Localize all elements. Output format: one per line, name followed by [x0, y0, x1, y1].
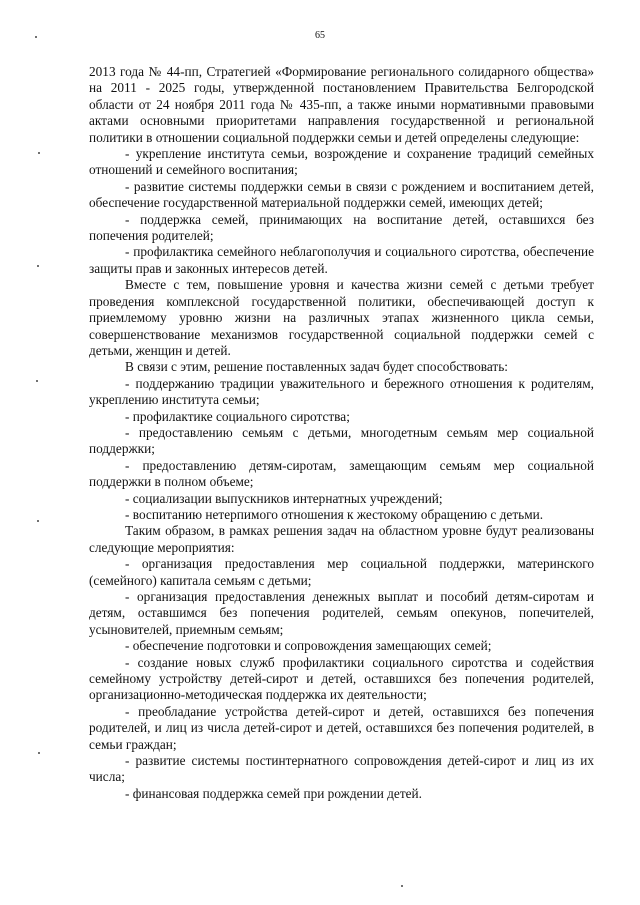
scan-speck: [38, 152, 40, 154]
list-item: - обеспечение подготовки и сопровождения замещающих семей;: [125, 638, 492, 654]
list-item: - создание новых служб профилактики социального сиротства и содействия семейному устройству детей-сирот и детей, оставшихся без попечения родителей, организационно-методическая поддержка их деятельности;: [89, 654, 594, 703]
list-item: - преобладание устройства детей-сирот и детей, оставшихся без попечения родителей, и лиц из числа детей-сирот и детей, оставшихся без попечения родителей, в семьи граждан;: [89, 703, 594, 752]
list-item: - профилактика семейного неблагополучия и социального сиротства, обеспечение защиты прав и законных интересов детей.: [89, 244, 594, 276]
paragraph: Таким образом, в рамках решения задач на областном уровне будут реализованы следующие мероприятия:: [89, 523, 594, 555]
list-item: - развитие системы поддержки семьи в связи с рождением и воспитанием детей, обеспечение государственной материальной поддержки семей, имеющих детей;: [89, 178, 594, 211]
list-item: - организация предоставления денежных выплат и пособий детям-сиротам и детям, оставшимся без попечения родителей, семьям опекунов, попечителей, усыновителей, приемным семьям;: [89, 589, 594, 637]
list-item: - финансовая поддержка семей при рождении детей.: [125, 785, 422, 801]
scan-speck: [35, 36, 37, 38]
list-item: - предоставлению детям-сиротам, замещающим семьям мер социальной поддержки в полном объеме;: [89, 457, 594, 490]
page-number: 65: [315, 30, 325, 41]
document-body: [89, 64, 594, 802]
scan-speck: [38, 752, 40, 754]
list-item: - организация предоставления мер социальной поддержки, материнского (семейного) капитала семьям с детьми;: [89, 556, 594, 588]
list-item: - воспитанию нетерпимого отношения к жестокому обращению с детьми.: [125, 506, 544, 522]
list-item: - социализации выпускников интернатных учреждений;: [125, 490, 443, 506]
intro-paragraph: 2013 года № 44-пп, Стратегией «Формирование регионального солидарного общества» на 2011 - 2025 годы, утвержденной постановлением Правительства Белгородской области от 24 ноября 2011 года № 435-пп, а также иными нормативными правовыми актами основными приоритетами направления государственной и региональной политики в отношении социальной поддержки семьи и детей определены следующие:: [89, 64, 594, 145]
list-item: - развитие системы постинтернатного сопровождения детей-сирот и лиц из их числа;: [89, 753, 594, 785]
scan-speck: [36, 380, 38, 382]
list-item: - поддержка семей, принимающих на воспитание детей, оставшихся без попечения родителей;: [89, 211, 594, 244]
scan-speck: [37, 265, 39, 267]
paragraph: Вместе с тем, повышение уровня и качества жизни семей с детьми требует проведения комплексной государственной политики, обеспечивающей доступ к приемлемому уровню жизни на различных этапах жизненного цикла семьи, совершенствование механизмов государственной социальной поддержки семей с детьми, женщин и детей.: [89, 277, 594, 358]
scan-speck: [401, 885, 403, 887]
list-item: - профилактике социального сиротства;: [125, 408, 350, 424]
list-item: - поддержанию традиции уважительного и бережного отношения к родителям, укреплению института семьи;: [89, 375, 594, 408]
list-item: - предоставлению семьям с детьми, многодетным семьям мер социальной поддержки;: [89, 424, 594, 457]
scan-speck: [37, 520, 39, 522]
paragraph: В связи с этим, решение поставленных задач будет способствовать:: [125, 359, 508, 375]
list-item: - укрепление института семьи, возрождение и сохранение традиций семейных отношений и семейного воспитания;: [89, 146, 594, 178]
